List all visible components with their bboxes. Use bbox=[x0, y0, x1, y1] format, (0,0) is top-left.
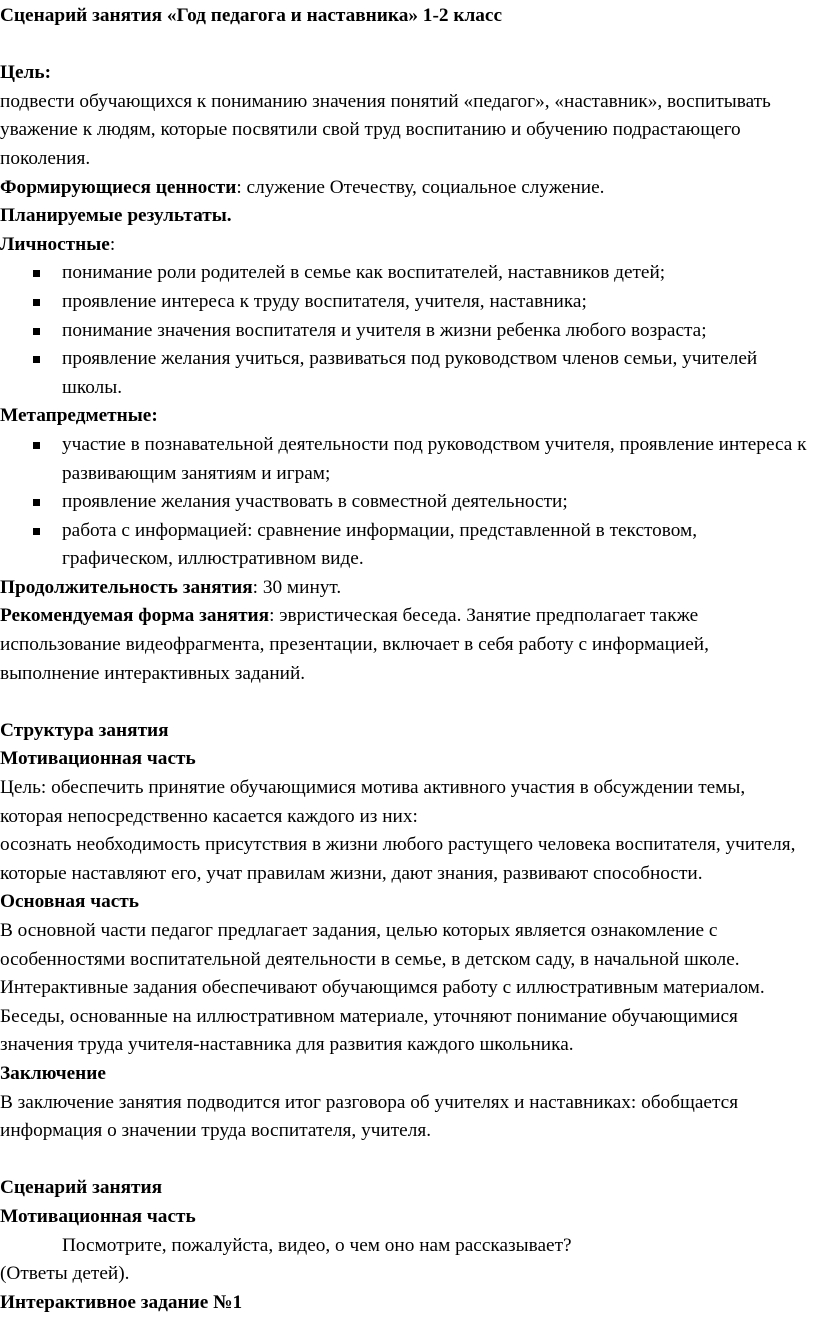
scenario-task-heading: Интерактивное задание №1 bbox=[0, 1291, 243, 1313]
meta-results-list bbox=[0, 431, 816, 574]
list-item bbox=[0, 517, 816, 574]
personal-suffix: : bbox=[109, 233, 116, 255]
square-bullet-icon bbox=[33, 356, 40, 363]
duration-text: : 30 минут. bbox=[252, 576, 342, 598]
list-item-text: проявление интереса к труду воспитателя, учителя, наставника; bbox=[62, 290, 587, 312]
structure-conclusion-heading: Заключение bbox=[0, 1062, 106, 1084]
list-item bbox=[0, 259, 816, 288]
square-bullet-icon bbox=[33, 442, 40, 449]
list-item-text: проявление желания учиться, развиваться под руководством членов семьи, учителей школы. bbox=[62, 348, 758, 398]
square-bullet-icon bbox=[33, 299, 40, 306]
personal-label: Личностные bbox=[0, 233, 110, 255]
duration-paragraph bbox=[0, 574, 816, 603]
list-item bbox=[0, 317, 816, 346]
square-bullet-icon bbox=[33, 499, 40, 506]
personal-heading bbox=[0, 231, 816, 260]
list-item-text: работа с информацией: сравнение информации, представленной в текстовом, графическом, иллюстративном виде. bbox=[62, 519, 698, 570]
structure-heading: Структура занятия bbox=[0, 719, 169, 741]
list-item-text: участие в познавательной деятельности под руководством учителя, проявление интереса к развивающим занятиям и играм; bbox=[62, 433, 807, 484]
list-item-text: проявление желания участвовать в совместной деятельности; bbox=[62, 491, 568, 513]
list-item bbox=[0, 488, 816, 517]
scenario-heading: Сценарий занятия bbox=[0, 1177, 163, 1199]
square-bullet-icon bbox=[33, 528, 40, 535]
structure-motivation-heading: Мотивационная часть bbox=[0, 748, 196, 770]
form-paragraph bbox=[0, 602, 816, 688]
duration-label: Продолжительность занятия bbox=[0, 576, 253, 598]
blank-line bbox=[0, 1146, 816, 1175]
square-bullet-icon bbox=[33, 270, 40, 277]
structure-main-text: В основной части педагог предлагает задания, целью которых является ознакомление с особенностями воспитательной деятельности в семье, в детском саду, в начальной школе. Интерактивные задания обеспечивают обучающимся работу с иллюстративным материалом. Беседы, основанные на иллюстративном материале, уточняют понимание обучающимися значения труда учителя-наставника для развития каждого школьника. bbox=[0, 920, 765, 1056]
blank-line bbox=[0, 688, 816, 717]
scenario-question: Посмотрите, пожалуйста, видео, о чем оно нам рассказывает? bbox=[62, 1234, 572, 1256]
meta-heading: Метапредметные: bbox=[0, 405, 158, 427]
list-item bbox=[0, 288, 816, 317]
list-item-text: понимание роли родителей в семье как воспитателей, наставников детей; bbox=[62, 262, 666, 284]
structure-motivation-text-1: Цель: обеспечить принятие обучающимися мотива активного участия в обсуждении темы, которая непосредственно касается каждого из них: bbox=[0, 777, 746, 827]
list-item bbox=[0, 345, 816, 402]
structure-motivation-text-2: осознать необходимость присутствия в жизни любого растущего человека воспитателя, учителя, которые наставляют его, учат правилам жизни, дают знания, развивают способности. bbox=[0, 834, 796, 884]
structure-conclusion-text: В заключение занятия подводится итог разговора об учителях и наставниках: обобщается информация о значении труда воспитателя, учителя. bbox=[0, 1091, 739, 1142]
list-item-text: понимание значения воспитателя и учителя в жизни ребенка любого возраста; bbox=[62, 319, 707, 341]
structure-main-heading: Основная часть bbox=[0, 891, 139, 913]
blank-line bbox=[0, 31, 816, 60]
planned-results-heading: Планируемые результаты. bbox=[0, 205, 232, 227]
values-text: : служение Отечеству, социальное служение. bbox=[236, 176, 605, 198]
values-label: Формирующиеся ценности bbox=[0, 176, 237, 198]
scenario-answers: (Ответы детей). bbox=[0, 1263, 130, 1285]
goal-heading: Цель: bbox=[0, 62, 51, 84]
goal-text: подвести обучающихся к пониманию значения понятий «педагог», «наставник», воспитывать уважение к людям, которые посвятили свой труд воспитанию и обучению подрастающего поколения. bbox=[0, 90, 771, 169]
form-text: : эвристическая беседа. Занятие предполагает также использование видеофрагмента, презентации, включает в себя работу с информацией, выполнение интерактивных заданий. bbox=[0, 605, 709, 684]
square-bullet-icon bbox=[33, 328, 40, 335]
scenario-motivation-heading: Мотивационная часть bbox=[0, 1205, 196, 1227]
values-paragraph bbox=[0, 174, 816, 203]
document-title: Сценарий занятия «Год педагога и наставника» 1-2 класс bbox=[0, 5, 503, 26]
list-item bbox=[0, 431, 816, 488]
personal-results-list bbox=[0, 259, 816, 402]
form-label: Рекомендуемая форма занятия bbox=[0, 605, 270, 627]
